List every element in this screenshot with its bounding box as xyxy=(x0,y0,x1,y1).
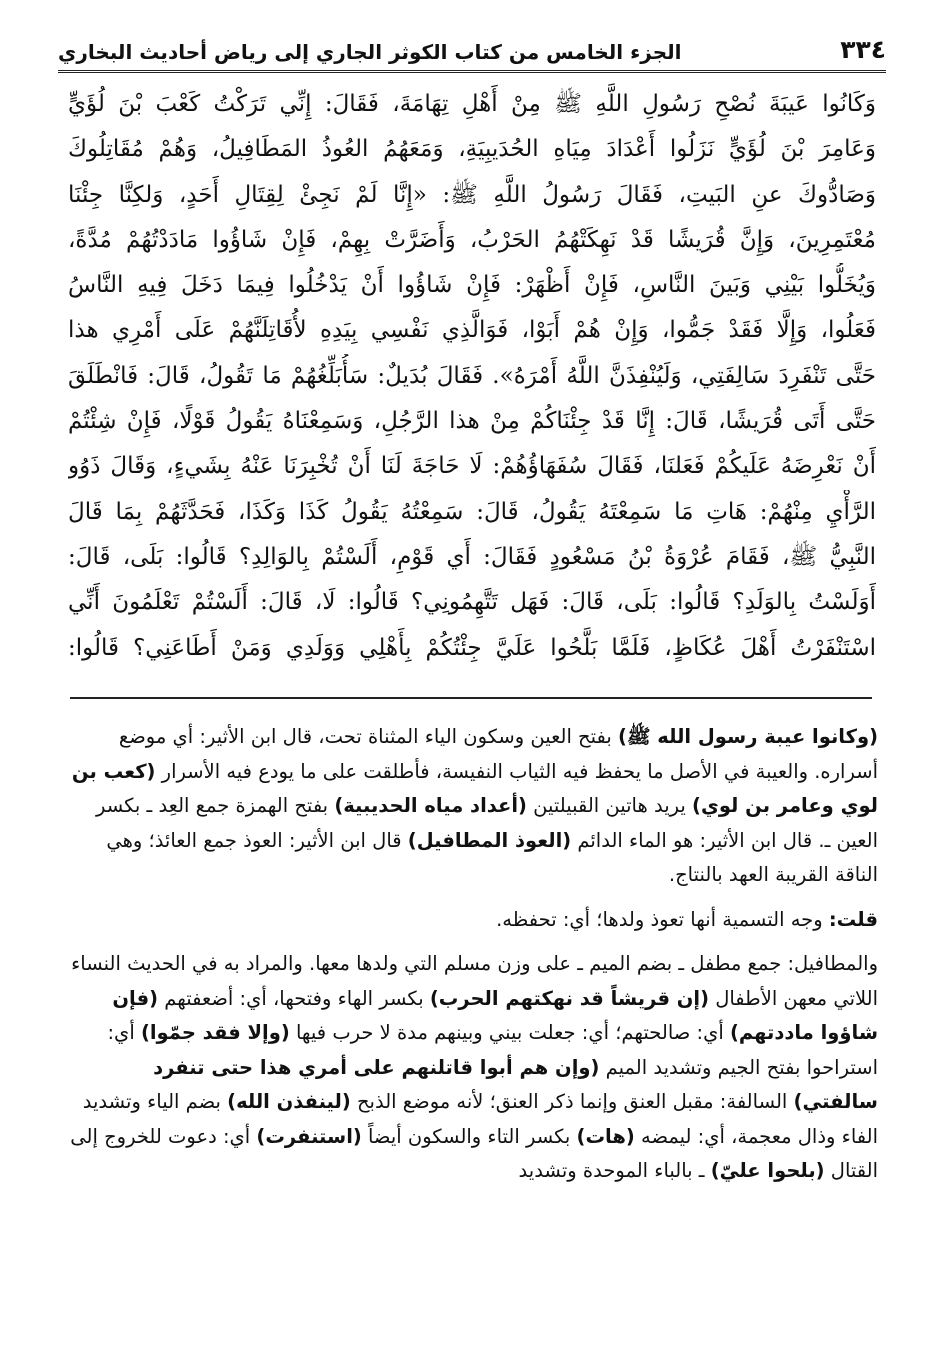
note-paragraph-3 xyxy=(66,947,878,1189)
note-text: يريد هاتين القبيلتين xyxy=(526,794,693,817)
text-line: وَكَانُوا عَيبَةَ نُصْحِ رَسُولِ اللَّهِ ﷺ مِنْ أَهْلِ تِهَامَةَ، فَقَالَ: إِنِّي تَرَكْتُ كَعْبَ بْنَ لُؤَيٍّ xyxy=(68,91,876,117)
note-term: (لينفذن الله) xyxy=(227,1090,351,1113)
text-line: النَّبِيُّ ﷺ، فَقَامَ عُرْوَةُ بْنُ مَسْعُودٍ فَقَالَ: أَي قَوْمِ، أَلَسْتُمْ بِالوَالِدِ؟ قَالُوا: بَلَى، قَالَ: xyxy=(68,543,876,570)
page-header xyxy=(58,26,886,73)
note-term: (العوذ المطافيل) xyxy=(407,828,572,852)
note-text: بفتح الهمزة جمع العِد ـ بكسر العين ـ. قال ابن الأثير: هو الماء الدائم xyxy=(95,794,878,852)
note-term: (وكانوا عيبة رسول الله ﷺ) xyxy=(618,725,878,748)
note-text: بكسر الهاء وفتحها، أي: أضعفتهم xyxy=(158,986,430,1010)
page-number: ٣٣٤ xyxy=(840,35,886,64)
note-text: بكسر التاء والسكون أيضاً xyxy=(361,1124,577,1148)
note-paragraph-2 xyxy=(66,903,878,938)
note-text: بفتح العين وسكون الياء المثناة تحت، قال ابن الأثير: أي موضع أسراره. والعيبة في الأصل ما يحفظ فيه الثياب النفيسة، فأطلقت على ما يودع فيه الأسرار xyxy=(118,725,878,783)
main-hadith-text xyxy=(68,82,876,671)
note-term: (استنفرت) xyxy=(256,1124,362,1148)
note-term: (إن قريشاً قد نهكتهم الحرب) xyxy=(429,986,709,1010)
commentary-notes xyxy=(66,720,878,1189)
text-line: الرَّأْيِ مِنْهُمْ: هَاتِ مَا سَمِعْتَهُ يَقُولُ، قَالَ: سَمِعْتُهُ يَقُولُ كَذَا وَكَذَا، فَحَدَّثَهُمْ بِمَا قَالَ xyxy=(68,498,876,525)
text-line: اسْتَنْفَرْتُ أَهْلَ عُكَاظٍ، فَلَمَّا بَلَّحُوا عَلَيَّ جِئْتُكُمْ بِأَهْلِي وَوَلَدِي وَمَنْ أَطَاعَنِي؟ قَالُوا: xyxy=(68,634,876,661)
note-text: قال ابن الأثير: العوذ جمع العائذ؛ وهي الناقة القريبة العهد بالنتاج. xyxy=(106,828,878,886)
text-line: وَيُخَلُّوا بَيْنِي وَبَينَ النَّاسِ، فَإِنْ أَظْهَرْ: فَإِنْ شَاؤُوا أَنْ يَدْخُلُوا فِيمَا دَخَلَ فِيهِ النَّاسُ xyxy=(68,272,876,299)
note-term: (كعب بن لوي وعامر بن لوي) xyxy=(71,759,878,817)
running-title: الجزء الخامس من كتاب الكوثر الجاري إلى رياض أحاديث البخاري xyxy=(58,40,682,64)
text-line: مُعْتَمِرِينَ، وَإِنَّ قُرَيشًا قَدْ نَهِكَتْهُمُ الحَرْبُ، وَأَضَرَّتْ بِهِمْ، فَإِنْ شَاؤُوا مَادَدْتُهُمْ مُدَّةً، xyxy=(68,226,876,253)
note-term: قلت: xyxy=(828,907,878,931)
note-text: والمطافيل: جمع مطفل ـ بضم الميم ـ على وزن مسلم التي ولدها معها. والمراد به في الحديث النساء اللاتي معهن الأطفال xyxy=(71,952,878,1010)
note-term: (وإلا فقد جمّوا) xyxy=(140,1021,290,1044)
text-line: وَصَادُّوكَ عنِ البَيتِ، فَقَالَ رَسُولُ اللَّهِ ﷺ: «إِنَّا لَمْ نَجِئْ لِقِتَالِ أَحَدٍ، وَلكِنَّا جِئْنَا xyxy=(68,181,876,208)
note-text: أي: استراحوا بفتح الجيم وتشديد الميم xyxy=(107,1021,878,1079)
note-paragraph-1 xyxy=(66,720,878,893)
text-line: حَتَّى أَتَى قُرَيشًا، قَالَ: إِنَّا قَدْ جِئْنَاكُمْ مِنْ هذا الرَّجُلِ، وَسَمِعْنَاهُ يَقُولُ قَوْلًا، فَإِنْ شِئْتُمْ xyxy=(68,408,876,435)
note-text: أي: صالحتهم؛ أي: جعلت بيني وبينهم مدة لا حرب فيها xyxy=(289,1021,730,1044)
note-term: (أعداد مياه الحديبية) xyxy=(334,794,527,817)
text-line: فَعَلُوا، وَإِلَّا فَقَدْ جَمُّوا، وَإِنْ هُمْ أَبَوْا، فَوَالَّذِي نَفْسِي بِيَدِهِ لأُقَاتِلَنَّهُمْ عَلَى أَمْرِي هذا xyxy=(68,317,876,344)
text-line: حَتَّى تَنْفَرِدَ سَالِفَتِي، وَلَيُنْفِذَنَّ اللَّهُ أَمْرَهُ». فَقَالَ بُدَيلٌ: سَأُبَلِّغُهُمْ مَا تَقُولُ، قَالَ: فَانْطَلَقَ xyxy=(68,362,876,389)
note-term: (فإن شاؤوا ماددتهم) xyxy=(112,986,878,1044)
note-text: السالفة: مقبل العنق وإنما ذكر العنق؛ لأنه موضع الذبح xyxy=(350,1090,794,1113)
footnote-separator xyxy=(70,697,872,699)
note-term: (وإن هم أبوا قاتلنهم على أمري هذا حتى تنفرد سالفتي) xyxy=(153,1055,878,1113)
note-term: (هات) xyxy=(576,1124,635,1148)
note-text: أي: دعوت للخروج إلى القتال xyxy=(70,1124,878,1182)
text-line: أَوَلَسْتُ بِالوَلَدِ؟ قَالُوا: بَلَى، قَالَ: فَهَل تَتَّهِمُونِي؟ قَالُوا: لَا، قَالَ: أَلَسْتُمْ تَعْلَمُونَ أَنِّي xyxy=(68,589,876,616)
note-text: ـ بالباء الموحدة وتشديد xyxy=(518,1159,711,1182)
note-text: بضم الياء وتشديد الفاء وذال معجمة، أي: ليمضه xyxy=(82,1090,878,1148)
note-term: (بلحوا عليّ) xyxy=(710,1159,825,1182)
text-line: أَنْ نَعْرِضَهُ عَلَيكُمْ فَعَلنَا، فَقَالَ سُفَهَاؤُهُمْ: لَا حَاجَةَ لَنَا أَنْ تُخْبِرَنَا عَنْهُ بِشَيءٍ، وَقَالَ ذَوُو xyxy=(68,453,876,480)
note-text: وجه التسمية أنها تعوذ ولدها؛ أي: تحفظه. xyxy=(496,907,829,931)
text-line: وَعَامِرَ بْنَ لُؤَيٍّ نَزَلُوا أَعْدَادَ مِيَاهِ الحُدَيبِيَةِ، وَمَعَهُمُ العُوذُ المَطَافِيلُ، وَهُمْ مُقَاتِلُوكَ xyxy=(68,136,876,163)
